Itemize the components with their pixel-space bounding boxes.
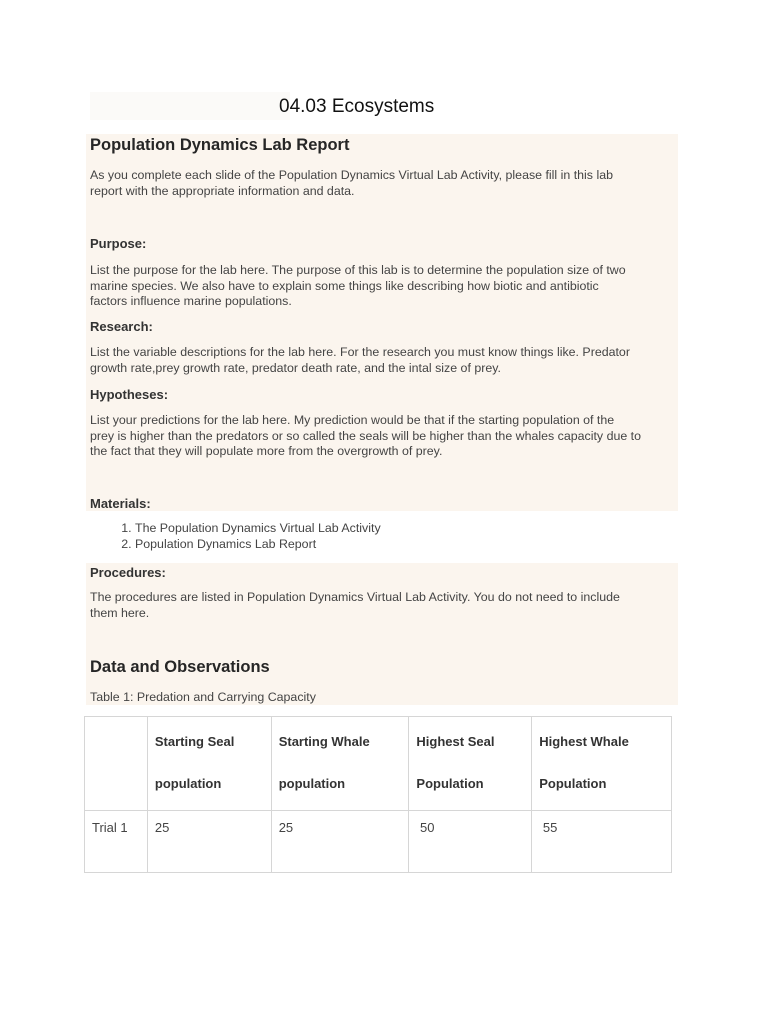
table-header-cell [532, 717, 672, 811]
hypotheses-line: prey is higher than the predators or so called the seals will be higher than the whales capacity due to [90, 428, 642, 443]
table-cell: 55 [532, 811, 672, 873]
purpose-line: List the purpose for the lab here. The purpose of this lab is to determine the population size of two [90, 263, 626, 277]
research-line: List the variable descriptions for the lab here. For the research you must know things like. Predator [90, 345, 630, 359]
table-cell: 50 [409, 811, 532, 873]
data-table [84, 716, 672, 873]
table-header-cell [409, 717, 532, 811]
hypotheses-line: List your predictions for the lab here. My prediction would be that if the starting population of the [90, 413, 615, 427]
header-line: Population [416, 776, 484, 791]
procedures-section-background [86, 563, 678, 705]
header-line: Highest Whale [539, 734, 629, 749]
list-item: 1. The Population Dynamics Virtual Lab Activity [135, 520, 381, 536]
page-title: 04.03 Ecosystems [279, 96, 435, 117]
header-line: Starting Seal [154, 734, 235, 749]
header-line: Highest Seal [416, 734, 495, 749]
procedures-text [90, 590, 690, 621]
purpose-label: Purpose: [90, 236, 147, 251]
purpose-text [90, 263, 690, 310]
table-header-row [85, 717, 672, 811]
report-heading: Population Dynamics Lab Report [90, 136, 350, 154]
hypotheses-label: Hypotheses: [90, 387, 169, 402]
research-text [90, 345, 690, 376]
intro-line: As you complete each slide of the Population Dynamics Virtual Lab Activity, please fill in this lab [90, 168, 613, 182]
header-line: Starting Whale [278, 734, 370, 749]
table-cell: Trial 1 [85, 811, 148, 873]
header-line: Population [539, 776, 607, 791]
header-line: population [154, 776, 222, 791]
table-caption: Table 1: Predation and Carrying Capacity [90, 690, 316, 704]
title-highlight [90, 92, 290, 120]
purpose-line: marine species. We also have to explain some things like describing how biotic and antibiotic [90, 278, 599, 293]
data-heading: Data and Observations [90, 658, 270, 676]
purpose-line: factors influence marine populations. [90, 294, 292, 308]
header-line: population [278, 776, 346, 791]
table-cell: 25 [271, 811, 409, 873]
hypotheses-line: the fact that they will populate more from the overgrowth of prey. [90, 444, 443, 458]
table-cell: 25 [147, 811, 271, 873]
materials-label: Materials: [90, 496, 151, 511]
procedures-line: them here. [90, 605, 150, 620]
table-header-cell [147, 717, 271, 811]
hypotheses-text [90, 413, 690, 460]
research-label: Research: [90, 319, 153, 334]
procedures-label: Procedures: [90, 565, 166, 580]
table-header-cell [271, 717, 409, 811]
materials-list [90, 520, 381, 552]
table-row [85, 811, 672, 873]
procedures-line: The procedures are listed in Population Dynamics Virtual Lab Activity. You do not need to include [90, 590, 620, 604]
research-line: growth rate,prey growth rate, predator death rate, and the intal size of prey. [90, 360, 501, 375]
table-header-cell [85, 717, 148, 811]
list-item: 2. Population Dynamics Lab Report [135, 536, 381, 552]
intro-paragraph [90, 168, 690, 199]
intro-line: report with the appropriate information and data. [90, 183, 355, 198]
